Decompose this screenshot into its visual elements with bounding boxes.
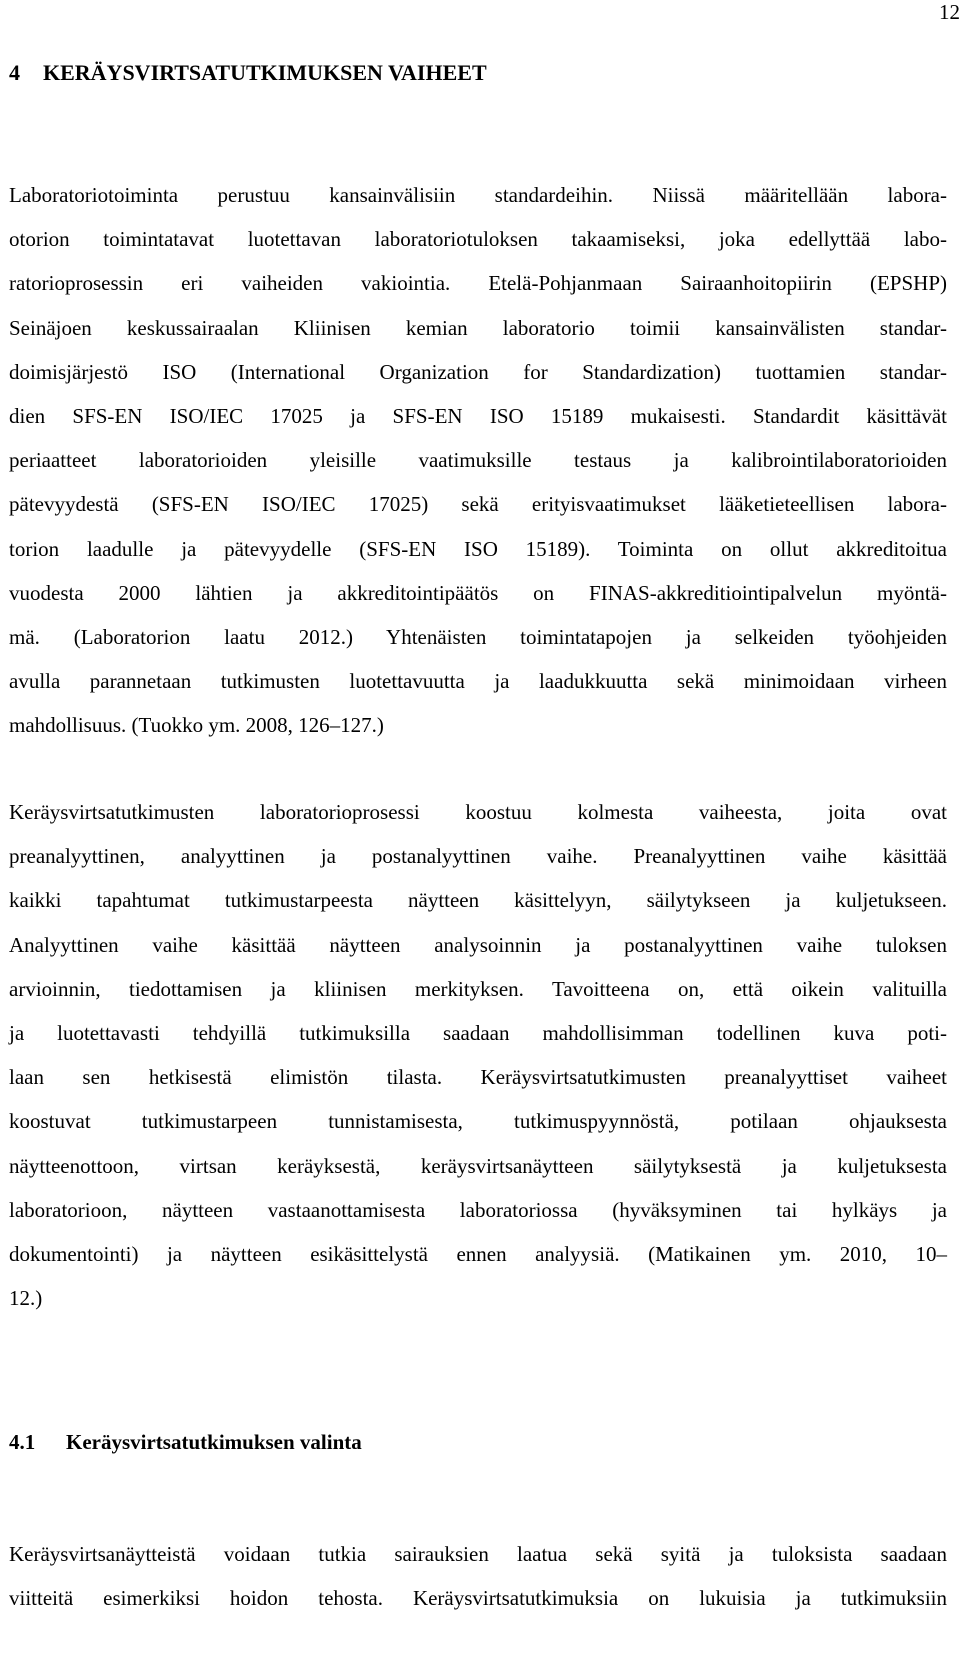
paragraph-line: preanalyyttinen, analyyttinen ja postanalyyttinen vaihe. Preanalyyttinen vaihe käsittää	[9, 844, 947, 869]
chapter-heading	[9, 53, 487, 93]
section-title: Keräysvirtsatutkimuksen valinta	[66, 1430, 362, 1454]
chapter-title: KERÄYSVIRTSATUTKIMUKSEN VAIHEET	[43, 60, 487, 85]
paragraph-line: kaikki tapahtumat tutkimustarpeesta näytteen käsittelyyn, säilytykseen ja kuljetukseen.	[9, 888, 947, 913]
paragraph-line: näytteenottoon, virtsan keräyksestä, keräysvirtsanäytteen säilytyksestä ja kuljetuksesta	[9, 1153, 947, 1178]
paragraph-line: laan sen hetkisestä elimistön tilasta. Keräysvirtsatutkimusten preanalyyttiset vaiheet	[9, 1065, 947, 1090]
paragraph-line: periaatteet laboratorioiden yleisille vaatimuksille testaus ja kalibrointilaboratorioiden	[9, 448, 947, 473]
paragraph-line: koostuvat tutkimustarpeen tunnistamisesta, tutkimuspyynnöstä, potilaan ohjauksesta	[9, 1109, 947, 1134]
paragraph-line: Laboratoriotoiminta perustuu kansainvälisiin standardeihin. Niissä määritellään labora-	[9, 183, 947, 207]
paragraph-line: mä. (Laboratorion laatu 2012.) Yhtenäisten toimintatapojen ja selkeiden työohjeiden	[9, 624, 947, 649]
page-number: 12	[939, 0, 960, 24]
paragraph-line: dokumentointi) ja näytteen esikäsittelystä ennen analyysiä. (Matikainen ym. 2010, 10–	[9, 1241, 947, 1266]
paragraph-test-selection	[9, 1532, 947, 1620]
paragraph-line: arvioinnin, tiedottamisen ja kliinisen merkityksen. Tavoitteena on, että oikein valituilla	[9, 976, 947, 1001]
paragraph-line: avulla parannetaan tutkimusten luotettavuutta ja laadukkuutta sekä minimoidaan virheen	[9, 669, 947, 694]
paragraph-line: ratorioprosessin eri vaiheiden vakiointia. Etelä-Pohjanmaan Sairaanhoitopiirin (EPSHP)	[9, 271, 947, 296]
section-heading	[9, 1422, 362, 1462]
paragraph-line: Seinäjoen keskussairaalan Kliinisen kemian laboratorio toimii kansainvälisten standar-	[9, 315, 947, 340]
paragraph-line: viitteitä esimerkiksi hoidon tehosta. Keräysvirtsatutkimuksia on lukuisia ja tutkimuksiin	[9, 1586, 947, 1611]
paragraph-line: otorion toimintatavat luotettavan laboratoriotuloksen takaamiseksi, joka edellyttää labo-	[9, 227, 947, 252]
paragraph-line: 12.)	[9, 1286, 43, 1311]
paragraph-line: laboratorioon, näytteen vastaanottamisesta laboratoriossa (hyväksyminen tai hylkäys ja	[9, 1197, 947, 1222]
paragraph-line: torion laadulle ja pätevyydelle (SFS-EN ISO 15189). Toiminta on ollut akkreditoitua	[9, 536, 947, 561]
section-number: 4.1	[9, 1430, 36, 1454]
paragraph-line: Keräysvirtsanäytteistä voidaan tutkia sairauksien laatua sekä syitä ja tuloksista saadaan	[9, 1542, 947, 1566]
paragraph-line: Analyyttinen vaihe käsittää näytteen analysoinnin ja postanalyyttinen vaihe tuloksen	[9, 932, 947, 957]
paragraph-laboratory-process	[9, 790, 947, 1320]
paragraph-line: vuodesta 2000 lähtien ja akkreditointipäätös on FINAS-akkreditiointipalvelun myöntä-	[9, 580, 947, 605]
paragraph-line: doimisjärjestö ISO (International Organization for Standardization) tuottamien standar-	[9, 359, 947, 384]
paragraph-line: pätevyydestä (SFS-EN ISO/IEC 17025) sekä erityisvaatimukset lääketieteellisen labora-	[9, 492, 947, 517]
paragraph-laboratory-standards	[9, 173, 947, 747]
chapter-number: 4	[9, 60, 20, 85]
paragraph-line: dien SFS-EN ISO/IEC 17025 ja SFS-EN ISO 15189 mukaisesti. Standardit käsittävät	[9, 403, 947, 428]
paragraph-line: mahdollisuus. (Tuokko ym. 2008, 126–127.)	[9, 713, 384, 738]
paragraph-line: Keräysvirtsatutkimusten laboratorioprosessi koostuu kolmesta vaiheesta, joita ovat	[9, 800, 947, 824]
paragraph-line: ja luotettavasti tehdyillä tutkimuksilla saadaan mahdollisimman todellinen kuva poti-	[9, 1020, 947, 1045]
